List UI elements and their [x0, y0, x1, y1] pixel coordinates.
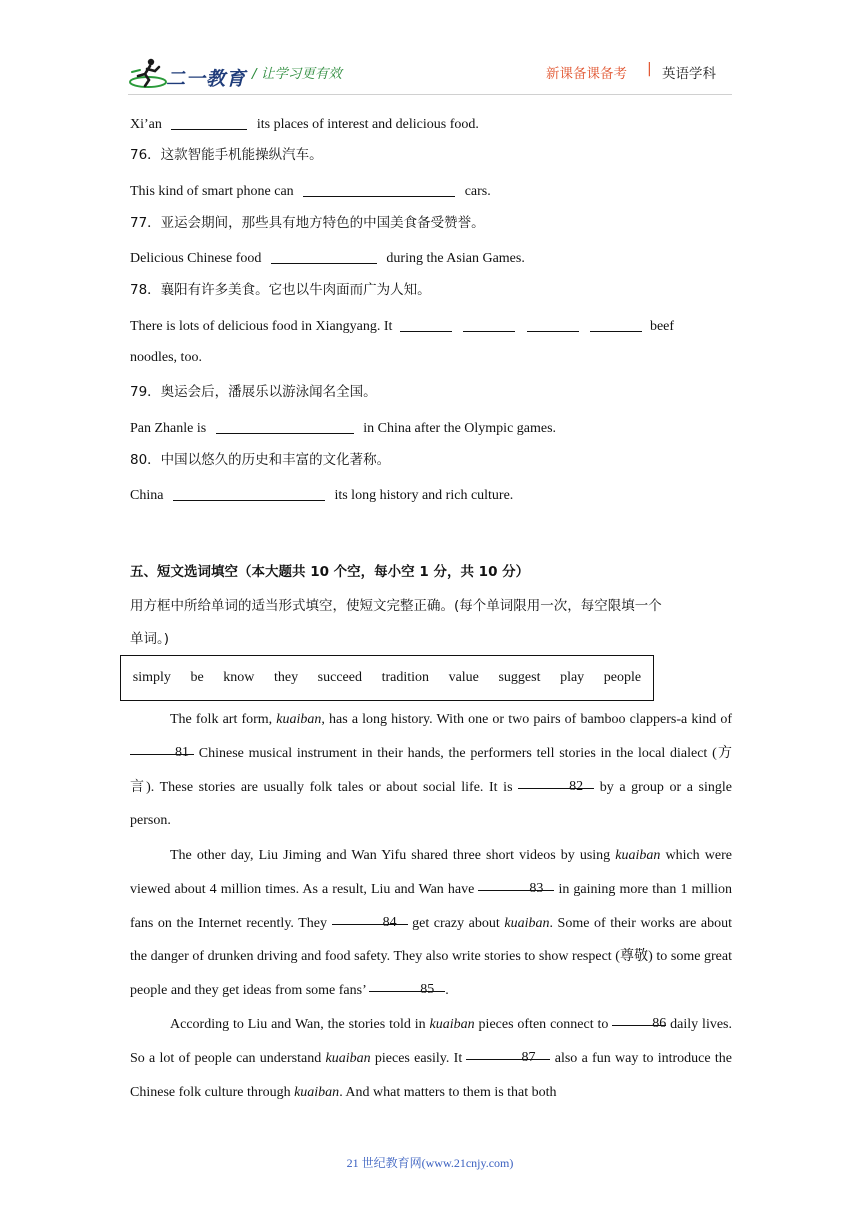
header-subject-label: 英语学科: [662, 66, 716, 82]
question-78-continued: noodles, too.: [130, 350, 202, 365]
answer-blank-85: 85: [369, 976, 445, 992]
answer-blank: [590, 316, 642, 332]
header-course-label: 新课备课备考: [546, 66, 627, 82]
answer-blank: [527, 316, 579, 332]
question-79-english: [130, 416, 556, 439]
line-text: in China after the Olympic games.: [363, 421, 557, 436]
header-divider: [128, 94, 732, 95]
answer-blank: [173, 485, 325, 501]
line-text: its long history and rich culture.: [334, 488, 514, 503]
question-77-english: [130, 246, 525, 269]
line-text: There is lots of delicious food in Xiangyang. It: [130, 319, 393, 334]
question-79-chinese: 79．奥运会后，潘展乐以游泳闻名全国。: [130, 384, 377, 400]
question-78-english: [130, 314, 674, 337]
answer-blank-82: 82: [518, 773, 594, 789]
line-text: China: [130, 488, 164, 503]
word-bank-item: succeed: [317, 670, 362, 685]
passage-paragraph-3: According to Liu and Wan, the stories told in kuaiban pieces often connect to 86 daily lives. So a lot of people can understand kuaiban pieces easily. It 87 also a fun way to introduce the Chinese folk culture through kuaiban. And what matters to them is that both: [130, 1008, 732, 1109]
answer-blank-86: 86: [612, 1010, 666, 1026]
answer-blank: [171, 114, 247, 130]
question-80-english: [130, 483, 513, 506]
word-bank: [120, 655, 654, 701]
page-footer: 21 世纪教育网(www.21cnjy.com): [346, 1156, 514, 1170]
word-bank-item: suggest: [498, 670, 541, 685]
question-77-chinese: 77．亚运会期间，那些具有地方特色的中国美食备受赞誉。: [130, 215, 485, 231]
line-xian: [130, 112, 479, 135]
answer-blank-84: 84: [332, 909, 408, 925]
question-76-chinese: 76．这款智能手机能操纵汽车。: [130, 147, 323, 163]
section-instruction-cont: 单词。): [130, 631, 170, 647]
header-separator: |: [647, 61, 652, 77]
word-bank-item: tradition: [381, 670, 429, 685]
line-text: its places of interest and delicious food.: [256, 117, 479, 132]
word-bank-item: know: [223, 670, 255, 685]
section-title: 五、短文选词填空（本大题共 10 个空，每小空 1 分，共 10 分）: [130, 564, 530, 580]
slogan: / 让学习更有效: [252, 66, 342, 82]
answer-blank: [400, 316, 452, 332]
question-78-chinese: 78．襄阳有许多美食。它也以牛肉面而广为人知。: [130, 282, 431, 298]
answer-blank: [303, 181, 455, 197]
line-text: This kind of smart phone can: [130, 184, 294, 199]
word-bank-item: play: [560, 670, 585, 685]
answer-blank-83: 83: [478, 875, 554, 891]
answer-blank: [216, 418, 354, 434]
section-instruction: 用方框中所给单词的适当形式填空，使短文完整正确。(每个单词限用一次，每空限填一个: [130, 598, 662, 614]
word-bank-item: be: [190, 670, 204, 685]
line-text: beef: [649, 319, 675, 334]
word-bank-item: they: [273, 670, 299, 685]
answer-blank-81: 81: [130, 739, 194, 755]
line-text: Pan Zhanle is: [130, 421, 207, 436]
passage-paragraph-1: The folk art form, kuaiban, has a long history. With one or two pairs of bamboo clappers-a kind of 81 Chinese musical instrument in their hands, the performers tell stories in the local dialect (方言). These stories are usually folk tales or about social life. It is 82 by a group or a single person.: [130, 712, 732, 829]
passage-paragraph-2: The other day, Liu Jiming and Wan Yifu shared three short videos by using kuaiban which were viewed about 4 million times. As a result, Liu and Wan have 83 in gaining more than 1 million fans on the Internet recently. They 84 get crazy about kuaiban. Some of their works are about the danger of drunken driving and food safety. They also write stories to show respect (尊敬) to some great people and they get ideas from some fans’ 85 .: [130, 848, 732, 999]
question-76-english: [130, 179, 491, 202]
answer-blank-87: 87: [466, 1044, 550, 1060]
answer-blank: [271, 248, 377, 264]
line-text: cars.: [464, 184, 491, 199]
line-text: Delicious Chinese food: [130, 251, 262, 266]
question-80-chinese: 80．中国以悠久的历史和丰富的文化著称。: [130, 452, 391, 468]
word-bank-item: value: [448, 670, 479, 685]
word-bank-item: simply: [132, 670, 171, 685]
line-text: Xi’an: [130, 117, 162, 132]
answer-blank: [463, 316, 515, 332]
logo-text: 二一教育: [166, 68, 247, 90]
line-text: during the Asian Games.: [386, 251, 525, 266]
logo: [128, 56, 247, 90]
word-bank-item: people: [603, 670, 642, 685]
runner-logo-icon: [128, 56, 168, 90]
